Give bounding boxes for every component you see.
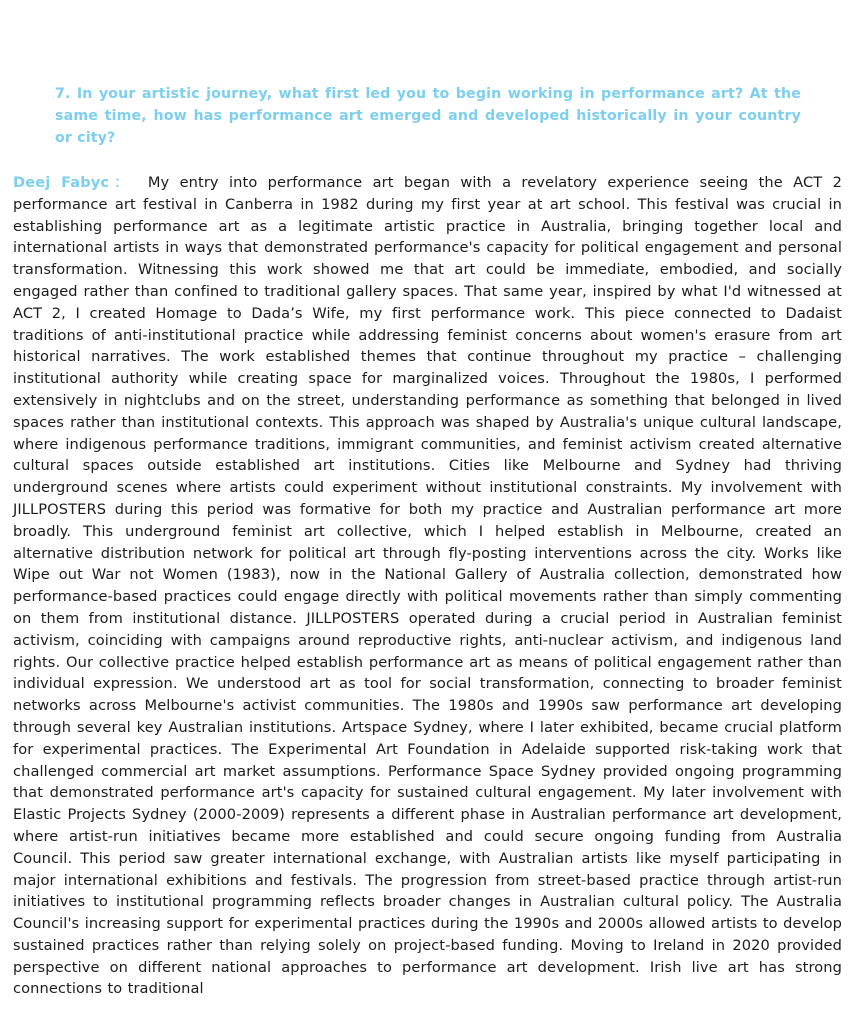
speaker-name: Deej Fabyc： bbox=[13, 174, 134, 191]
answer-text: My entry into performance art began with a revelatory experience seeing the ACT 2 performance art festival in Canberra in 1982 during my first year at art school. This festival was crucial in establishing performance art as a legitimate artistic practice in Australia, bringing together local and international artists in ways that demonstrated performance's capacity for political engagement and personal transformation. Witnessing this work showed me that art could be immediate, embodied, and socially engaged rather than confined to traditional gallery spaces. That same year, inspired by what I'd witnessed at ACT 2, I created Homage to Dada’s Wife, my first performance work. This piece connected to Dadaist traditions of anti-institutional practice while addressing feminist concerns about women's erasure from art historical narratives. The work established themes that continue throughout my practice – challenging institutional authority while creating space for marginalized voices. Throughout the 1980s, I performed extensively in nightclubs and on the street, understanding performance as something that belonged in lived spaces rather than institutional contexts. This approach was shaped by Australia's unique cultural landscape, where indigenous performance traditions, immigrant communities, and feminist activism created alternative cultural spaces outside established art institutions. Cities like Melbourne and Sydney had thriving underground scenes where artists could experiment without institutional constraints. My involvement with JILLPOSTERS during this period was formative for both my practice and Australian performance art more broadly. This underground feminist art collective, which I helped establish in Melbourne, created an alternative distribution network for political art through fly-posting interventions across the city. Works like Wipe out War not Women (1983), now in the National Gallery of Australia collection, demonstrated how performance-based practices could engage directly with political movements rather than simply commenting on them from institutional distance. JILLPOSTERS operated during a crucial period in Australian feminist activism, coinciding with campaigns around reproductive rights, anti-nuclear activism, and indigenous land rights. Our collective practice helped establish performance art as means of political engagement rather than individual expression. We understood art as tool for social transformation, connecting to broader feminist networks across Melbourne's activist communities. The 1980s and 1990s saw performance art developing through several key Australian institutions. Artspace Sydney, where I later exhibited, became crucial platform for experimental practices. The Experimental Art Foundation in Adelaide supported risk-taking work that challenged commercial art market assumptions. Performance Space Sydney provided ongoing programming that demonstrated performance art's capacity for sustained cultural engagement. My later involvement with Elastic Projects Sydney (2000-2009) represents a different phase in Australian performance art development, where artist-run initiatives became more established and could secure ongoing funding from Australia Council. This period saw greater international exchange, with Australian artists like myself participating in major international exhibitions and festivals. The progression from street-based practice through artist-run initiatives to institutional programming reflects broader changes in Australian cultural policy. The Australia Council's increasing support for experimental practices during the 1990s and 2000s allowed artists to develop sustained practices rather than relying solely on project-based funding. Moving to Ireland in 2020 provided perspective on different national approaches to performance art development. Irish live art has strong connections to traditional bbox=[13, 174, 843, 998]
interview-question: 7. In your artistic journey, what first led you to begin working in performance art? At the same time, how has performance art emerged and developed historically in your country or city? bbox=[55, 86, 801, 146]
interview-answer bbox=[13, 172, 842, 1000]
